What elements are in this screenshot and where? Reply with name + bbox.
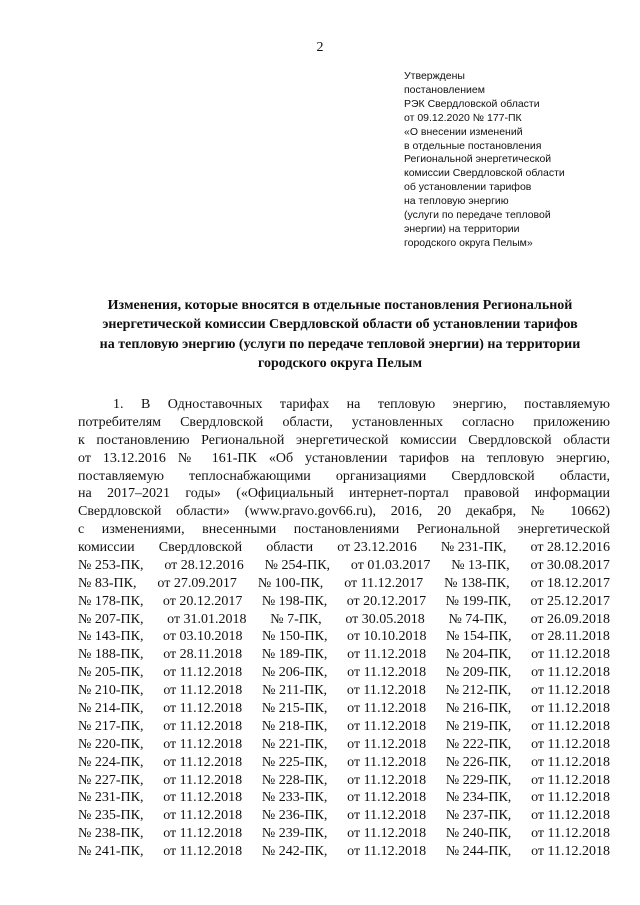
reference-cell: № 220-ПК, bbox=[78, 736, 144, 752]
reference-cell: № 178-ПК, bbox=[78, 593, 144, 609]
reference-cell: № 206-ПК, bbox=[261, 665, 328, 681]
approval-line: об установлении тарифов bbox=[404, 181, 532, 194]
reference-cell: комиссии bbox=[78, 540, 135, 555]
reference-cell: № 204-ПК, bbox=[445, 647, 512, 663]
reference-cell: от 01.03.2017 bbox=[350, 557, 431, 573]
reference-cell: № 225-ПК, bbox=[261, 754, 328, 770]
approval-line: комиссии Свердловской области bbox=[404, 167, 565, 180]
reference-cell: № 100-ПК, bbox=[257, 575, 324, 591]
reference-cell: от 31.01.2018 bbox=[167, 611, 247, 627]
document-heading bbox=[70, 296, 610, 374]
reference-cell: № 242-ПК, bbox=[261, 844, 328, 860]
reference-cell: № 224-ПК, bbox=[78, 754, 144, 770]
reference-cell: от 28.11.2018 bbox=[531, 629, 610, 645]
reference-cell: № 188-ПК, bbox=[78, 647, 144, 663]
reference-cell: № 198-ПК, bbox=[261, 593, 328, 609]
reference-cell: № 231-ПК, bbox=[440, 540, 507, 555]
reference-cell: от 11.12.2018 bbox=[347, 808, 427, 824]
reference-cell: № 211-ПК, bbox=[262, 683, 328, 699]
reference-cell: № 253-ПК, bbox=[78, 557, 144, 573]
reference-cell: № 83-ПК, bbox=[78, 575, 137, 591]
reference-cell: от 11.12.2018 bbox=[531, 647, 610, 663]
heading-line: Изменения, которые вносятся в отдельные постановления Региональной bbox=[107, 298, 573, 313]
reference-row bbox=[78, 772, 610, 790]
reference-cell: № 237-ПК, bbox=[445, 808, 512, 824]
reference-cell: от 20.12.2017 bbox=[162, 593, 243, 609]
reference-cell: от 11.12.2018 bbox=[531, 736, 610, 752]
reference-cell: от 11.12.2018 bbox=[163, 754, 243, 770]
reference-cell: № 227-ПК, bbox=[78, 772, 144, 788]
reference-row bbox=[78, 682, 610, 700]
approval-line: (услуги по передаче тепловой bbox=[404, 209, 551, 222]
reference-cell: от 11.12.2018 bbox=[531, 683, 610, 699]
reference-cell: от 11.12.2018 bbox=[163, 736, 243, 752]
paragraph-1 bbox=[78, 396, 610, 539]
reference-cell: № 236-ПК, bbox=[261, 808, 328, 824]
reference-cell: от 11.12.2017 bbox=[344, 575, 424, 591]
reference-cell: от 11.12.2018 bbox=[531, 772, 610, 788]
reference-cell: от 11.12.2018 bbox=[347, 647, 427, 663]
reference-row bbox=[78, 789, 610, 807]
reference-row bbox=[78, 539, 610, 557]
reference-cell: от 18.12.2017 bbox=[530, 575, 610, 591]
reference-cell: № 221-ПК, bbox=[261, 736, 328, 752]
approval-line: Утверждены bbox=[404, 70, 465, 82]
reference-cell: от 11.12.2018 bbox=[531, 754, 610, 770]
reference-cell: от 11.12.2018 bbox=[347, 701, 427, 717]
reference-cell: от 03.10.2018 bbox=[163, 629, 243, 645]
reference-cell: от 11.12.2018 bbox=[346, 683, 426, 699]
reference-row bbox=[78, 557, 610, 575]
reference-cell: № 138-ПК, bbox=[444, 575, 510, 591]
reference-cell: от 11.12.2018 bbox=[163, 826, 243, 842]
reference-row bbox=[78, 825, 610, 843]
approval-line: в отдельные постановления bbox=[404, 139, 542, 152]
reference-cell: № 238-ПК, bbox=[78, 826, 144, 842]
reference-cell: от 11.12.2018 bbox=[163, 683, 243, 699]
reference-cell: № 233-ПК, bbox=[261, 790, 328, 806]
heading-line: энергетической комиссии Свердловской области об установлении тарифов bbox=[102, 317, 578, 333]
approval-line: от 09.12.2020 № 177-ПК bbox=[404, 111, 522, 124]
heading-line: на тепловую энергию (услуги по передаче тепловой энергии) на территории bbox=[99, 336, 581, 352]
reference-cell: от 11.12.2018 bbox=[163, 772, 243, 788]
reference-cell: № 239-ПК, bbox=[261, 826, 328, 842]
reference-row bbox=[78, 843, 610, 861]
reference-cell: № 143-ПК, bbox=[78, 629, 144, 645]
reference-cell: от 11.12.2018 bbox=[347, 826, 427, 842]
reference-cell: от 11.12.2018 bbox=[531, 790, 610, 806]
reference-row bbox=[78, 593, 610, 611]
reference-cell: от 11.12.2018 bbox=[531, 665, 610, 681]
reference-cell: № 217-ПК, bbox=[78, 718, 144, 734]
reference-cell: № 240-ПК, bbox=[445, 826, 512, 842]
reference-cell: № 254-ПК, bbox=[264, 557, 331, 573]
reference-cell: № 154-ПК, bbox=[446, 629, 512, 645]
approval-line: на тепловую энергию bbox=[404, 195, 509, 208]
reference-row bbox=[78, 736, 610, 754]
reference-cell: № 218-ПК, bbox=[261, 718, 328, 734]
reference-cell: от 11.12.2018 bbox=[163, 718, 243, 734]
reference-cell: от 11.12.2018 bbox=[347, 665, 427, 681]
references-table bbox=[78, 539, 610, 861]
reference-cell: от 11.12.2018 bbox=[347, 754, 427, 770]
reference-row bbox=[78, 700, 610, 718]
paragraph-line: потребителям Свердловской области, установленных согласно приложению bbox=[78, 414, 610, 430]
paragraph-line: от 13.12.2016 № 161-ПК «Об установлении тарифов на тепловую энергию, bbox=[78, 450, 610, 466]
reference-cell: от 28.12.2016 bbox=[530, 540, 610, 555]
approval-line: Региональной энергетической bbox=[404, 153, 552, 166]
reference-row bbox=[78, 664, 610, 682]
reference-cell: № 7-ПК, bbox=[270, 611, 322, 627]
reference-row bbox=[78, 718, 610, 736]
reference-cell: от 11.12.2018 bbox=[347, 772, 427, 788]
reference-cell: от 11.12.2018 bbox=[531, 826, 610, 842]
reference-cell: от 11.12.2018 bbox=[347, 790, 427, 806]
reference-cell: № 210-ПК, bbox=[78, 683, 144, 699]
reference-cell: № 212-ПК, bbox=[445, 683, 512, 699]
reference-cell: от 28.11.2018 bbox=[163, 647, 243, 663]
reference-cell: № 222-ПК, bbox=[445, 736, 512, 752]
reference-cell: № 241-ПК, bbox=[78, 844, 144, 860]
reference-row bbox=[78, 754, 610, 772]
reference-cell: области bbox=[266, 540, 314, 555]
paragraph-line: с изменениями, внесенными постановлениями Региональной энергетической bbox=[78, 522, 610, 538]
reference-cell: № 234-ПК, bbox=[445, 790, 512, 806]
reference-cell: № 216-ПК, bbox=[445, 701, 512, 717]
reference-cell: № 150-ПК, bbox=[262, 629, 328, 645]
approval-block bbox=[404, 70, 604, 251]
reference-cell: от 11.12.2018 bbox=[163, 665, 243, 681]
reference-cell: № 235-ПК, bbox=[78, 808, 144, 824]
paragraph-line: 1. В Одноставочных тарифах на тепловую энергию, поставляемую bbox=[113, 397, 610, 412]
reference-cell: от 11.12.2018 bbox=[531, 808, 610, 824]
reference-cell: от 20.12.2017 bbox=[346, 593, 427, 609]
reference-cell: от 11.12.2018 bbox=[163, 790, 243, 806]
reference-cell: № 209-ПК, bbox=[445, 665, 512, 681]
reference-cell: от 11.12.2018 bbox=[347, 736, 427, 752]
heading-line: городского округа Пелым bbox=[257, 356, 423, 372]
reference-row bbox=[78, 575, 610, 593]
reference-row bbox=[78, 611, 610, 629]
paragraph-line: Свердловской области» (www.pravo.gov66.ru), 2016, 20 декабря, № 10662) bbox=[78, 504, 610, 520]
reference-cell: от 11.12.2018 bbox=[531, 701, 610, 717]
reference-cell: № 205-ПК, bbox=[78, 665, 144, 681]
reference-cell: от 26.09.2018 bbox=[530, 611, 610, 627]
reference-cell: от 11.12.2018 bbox=[531, 844, 610, 860]
reference-cell: № 215-ПК, bbox=[261, 701, 328, 717]
reference-cell: от 11.12.2018 bbox=[163, 808, 243, 824]
reference-row bbox=[78, 807, 610, 825]
reference-cell: № 214-ПК, bbox=[78, 701, 144, 717]
reference-cell: от 25.12.2017 bbox=[530, 593, 610, 609]
approval-line: энергии) на территории bbox=[404, 222, 520, 235]
approval-line: «О внесении изменений bbox=[404, 125, 523, 138]
page-number: 2 bbox=[316, 40, 324, 55]
reference-cell: Свердловской bbox=[158, 540, 243, 555]
reference-cell: от 23.12.2016 bbox=[337, 540, 417, 555]
reference-cell: от 10.10.2018 bbox=[347, 629, 427, 645]
reference-cell: № 226-ПК, bbox=[445, 754, 512, 770]
reference-cell: № 231-ПК, bbox=[78, 790, 144, 806]
reference-cell: от 27.09.2017 bbox=[157, 575, 237, 591]
reference-cell: № 13-ПК, bbox=[451, 557, 510, 573]
reference-row bbox=[78, 628, 610, 646]
reference-cell: № 244-ПК, bbox=[445, 844, 512, 860]
reference-cell: от 11.12.2018 bbox=[163, 844, 243, 860]
approval-line: городского округа Пелым» bbox=[404, 236, 533, 249]
reference-cell: от 11.12.2018 bbox=[531, 718, 610, 734]
reference-cell: № 189-ПК, bbox=[261, 647, 328, 663]
reference-cell: № 219-ПК, bbox=[445, 718, 512, 734]
paragraph-line: к постановлению Региональной энергетической комиссии Свердловской области bbox=[78, 432, 610, 448]
reference-row bbox=[78, 646, 610, 664]
reference-cell: от 11.12.2018 bbox=[347, 844, 427, 860]
reference-cell: № 207-ПК, bbox=[78, 611, 144, 627]
paragraph-line: на 2017–2021 годы» («Официальный интернет-портал правовой информации bbox=[78, 486, 610, 502]
approval-line: постановлением bbox=[404, 83, 485, 96]
reference-cell: № 199-ПК, bbox=[445, 593, 512, 609]
reference-cell: от 28.12.2016 bbox=[164, 557, 244, 573]
reference-cell: от 30.05.2018 bbox=[345, 611, 425, 627]
paragraph-line: поставляемую теплоснабжающими организациями Свердловской области, bbox=[78, 468, 610, 484]
reference-cell: № 228-ПК, bbox=[261, 772, 328, 788]
reference-cell: от 11.12.2018 bbox=[163, 701, 243, 717]
reference-cell: № 74-ПК, bbox=[448, 611, 507, 627]
reference-cell: № 229-ПК, bbox=[445, 772, 512, 788]
reference-cell: от 11.12.2018 bbox=[347, 718, 427, 734]
approval-line: РЭК Свердловской области bbox=[404, 97, 540, 110]
reference-cell: от 30.08.2017 bbox=[530, 557, 610, 573]
